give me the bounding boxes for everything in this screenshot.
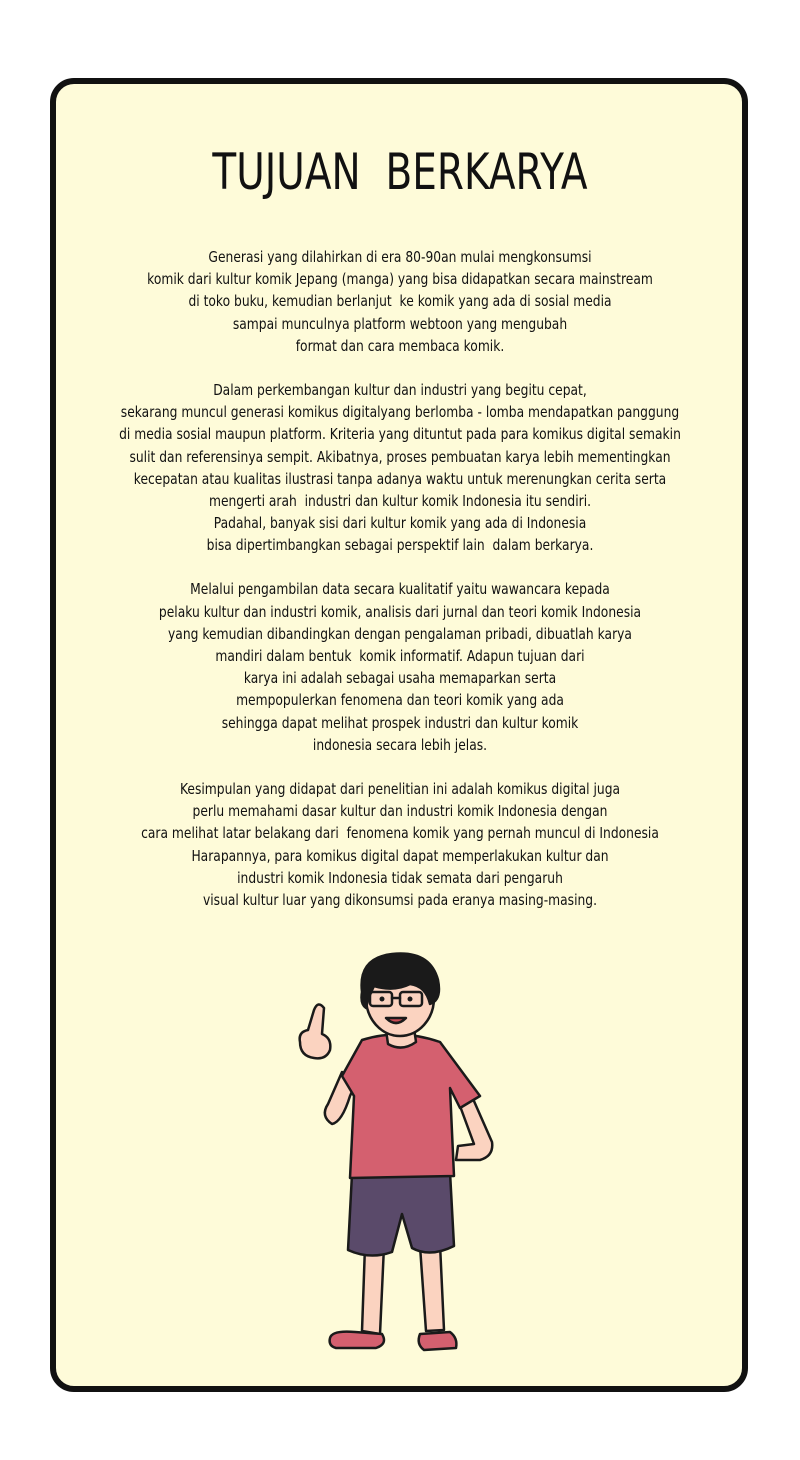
page-title: TUJUAN BERKARYA: [212, 143, 588, 201]
paragraph-line: Padahal, banyak sisi dari kultur komik yang ada di Indonesia: [213, 514, 587, 533]
paragraph-line: cara melihat latar belakang dari fenomena komik yang pernah muncul di Indonesia: [141, 824, 659, 843]
paragraph-line: di toko buku, kemudian berlanjut ke komik yang ada di sosial media: [188, 292, 612, 311]
paragraph-line: visual kultur luar yang dikonsumsi pada eranya masing-masing.: [202, 890, 598, 909]
paragraph-3: [0, 578, 800, 756]
paragraph-line: sampai munculnya platform webtoon yang mengubah: [232, 314, 568, 333]
paragraph-line: format dan cara membaca komik.: [295, 336, 505, 355]
right-eye: [408, 997, 413, 1002]
paragraph-line: perlu memahami dasar kultur dan industri komik Indonesia dengan: [192, 802, 608, 821]
right-leg: [420, 1244, 444, 1331]
paragraph-line: pelaku kultur dan industri komik, analisis dari jurnal dan teori komik Indonesia: [158, 602, 642, 621]
paragraph-line: Kesimpulan yang didapat dari penelitian ini adalah komikus digital juga: [179, 779, 621, 798]
paragraph-line: kecepatan atau kualitas ilustrasi tanpa adanya waktu untuk merenungkan cerita serta: [133, 469, 667, 488]
paragraph-line: mempopulerkan fenomena dan teori komik yang ada: [236, 691, 564, 710]
character-illustration: [270, 946, 530, 1366]
paragraph-line: mandiri dalam bentuk komik informatif. Adapun tujuan dari: [215, 647, 585, 665]
paragraph-line: Melalui pengambilan data secara kualitatif yaitu wawancara kepada: [190, 580, 610, 599]
shorts: [348, 1172, 454, 1256]
paragraph-4: [0, 778, 800, 911]
body-text: [0, 246, 800, 933]
paragraph-line: karya ini adalah sebagai usaha memaparkan serta: [243, 669, 557, 688]
left-sandal: [330, 1332, 384, 1348]
paragraph-line: mengerti arah industri dan kultur komik Indonesia itu sendiri.: [208, 491, 592, 510]
left-eye: [380, 997, 385, 1002]
paragraph-line: Harapannya, para komikus digital dapat memperlakukan kultur dan: [191, 846, 609, 865]
paragraph-line: Dalam perkembangan kultur dan industri yang begitu cepat,: [213, 380, 587, 399]
paragraph-2: [0, 379, 800, 557]
pointing-hand: [300, 1004, 331, 1058]
paragraph-line: bisa dipertimbangkan sebagai perspektif lain dalam berkarya.: [206, 536, 594, 555]
left-leg: [362, 1246, 384, 1334]
paragraph-line: sehingga dapat melihat prospek industri dan kultur komik: [221, 713, 579, 732]
paragraph-line: sekarang muncul generasi komikus digitalyang berlomba - lomba mendapatkan panggung: [120, 403, 680, 422]
paragraph-line: komik dari kultur komik Jepang (manga) yang bisa didapatkan secara mainstream: [147, 270, 653, 289]
paragraph-line: indonesia secara lebih jelas.: [312, 735, 488, 754]
paragraph-line: yang kemudian dibandingkan dengan pengalaman pribadi, dibuatlah karya: [168, 624, 632, 643]
paragraph-1: [0, 246, 800, 357]
paragraph-line: sulit dan referensinya sempit. Akibatnya, proses pembuatan karya lebih mementingkan: [129, 447, 671, 466]
paragraph-line: industri komik Indonesia tidak semata dari pengaruh: [237, 868, 563, 887]
right-sandal: [419, 1332, 457, 1350]
paragraph-line: di media sosial maupun platform. Kriteria yang dituntut pada para komikus digital semakin: [119, 425, 681, 444]
paragraph-line: Generasi yang dilahirkan di era 80-90an mulai mengkonsumsi: [208, 248, 592, 266]
